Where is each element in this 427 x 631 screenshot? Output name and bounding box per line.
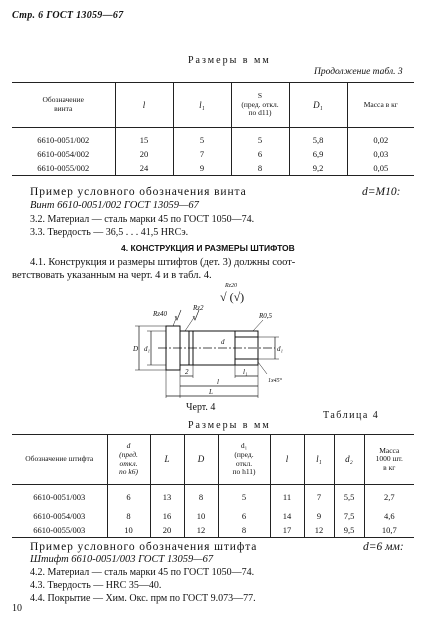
t3-cell: 8 — [231, 161, 289, 176]
example-designation-pin: Штифт 6610-0051/003 ГОСТ 13059—67 — [30, 554, 214, 565]
paragraph-4-2: 4.2. Материал — сталь марки 45 по ГОСТ 1050—74. — [30, 567, 255, 578]
t4-cell: 7,5 — [334, 509, 364, 523]
table-row — [12, 128, 414, 148]
t4-cell: 12 — [184, 523, 218, 538]
label-l1: l₁ — [243, 368, 248, 376]
t3-header-d1: D₁ — [289, 83, 347, 128]
table-row — [12, 509, 414, 523]
t3-header-mass: Масса в кг — [347, 83, 414, 128]
t4-cell: 6610-0051/003 — [33, 491, 86, 502]
label-r05: R0,5 — [259, 312, 273, 320]
paragraph-3-3: 3.3. Твердость — 36,5 . . . 41,5 HRCэ. — [30, 227, 189, 238]
sizes-caption-2: Размеры в мм — [188, 420, 271, 431]
t4-cell: 8 — [218, 523, 270, 538]
table-row — [12, 161, 414, 176]
t3-header-s: S (пред. откл. по d11) — [231, 83, 289, 128]
t4-header-designation: Обозначение штифта — [12, 435, 107, 485]
label-d1-left: d₁ — [144, 345, 150, 353]
example-formula-screw: d=M10: — [362, 186, 401, 198]
t3-cell: 0,03 — [347, 147, 414, 161]
t4-cell: 8 — [107, 509, 150, 523]
t4-cell: 13 — [150, 485, 184, 509]
t4-cell: 6610-0054/003 — [33, 510, 86, 521]
roughness-top: Rz20 — [225, 283, 237, 289]
example-lead-screw: Пример условного обозначения винта — [30, 186, 247, 198]
drawing-4 — [125, 286, 300, 404]
t4-header-D: D — [184, 435, 218, 485]
paragraph-4-4: 4.4. Покрытие — Хим. Окс. прм по ГОСТ 9.073—77. — [30, 593, 256, 604]
roughness-general: √ (√) — [220, 290, 245, 304]
t4-cell: 2,7 — [364, 485, 414, 509]
t4-cell: 10 — [107, 523, 150, 538]
t3-cell: 6610-0055/002 — [37, 163, 90, 173]
label-rz2: Rz2 — [193, 304, 204, 312]
t3-cell: 6,9 — [289, 147, 347, 161]
t4-cell: 16 — [150, 509, 184, 523]
t4-cell: 6610-0055/003 — [33, 524, 86, 535]
label-L: L — [209, 388, 213, 396]
page-header: Стр. 6 ГОСТ 13059—67 — [12, 10, 124, 21]
t4-header-d2: d₂ — [334, 435, 364, 485]
t4-header-l1: l₁ — [304, 435, 334, 485]
section-4-title: 4. КОНСТРУКЦИЯ И РАЗМЕРЫ ШТИФТОВ — [121, 243, 295, 253]
t4-cell: 10 — [184, 509, 218, 523]
table-3 — [12, 82, 414, 176]
t4-cell: 8 — [184, 485, 218, 509]
label-d: d — [221, 338, 225, 346]
t3-header-designation: Обозначение винта — [12, 83, 115, 128]
t4-cell: 9 — [304, 509, 334, 523]
t3-cell: 5 — [173, 128, 231, 148]
label-d1-right: d₁ — [277, 345, 283, 353]
t3-cell: 7 — [173, 147, 231, 161]
t3-cell: 0,02 — [347, 128, 414, 148]
label-l: l — [217, 378, 219, 386]
t4-cell: 4,6 — [364, 509, 414, 523]
t4-cell: 11 — [270, 485, 304, 509]
paragraph-4-1-line1: 4.1. Конструкция и размеры штифтов (дет. 3) должны соот- — [30, 257, 296, 268]
t3-cell: 9 — [173, 161, 231, 176]
t3-cell: 6 — [231, 147, 289, 161]
t3-cell: 15 — [115, 128, 173, 148]
t4-cell: 20 — [150, 523, 184, 538]
t4-cell: 6 — [218, 509, 270, 523]
t4-header-mass: Масса 1000 шт. в кг — [364, 435, 414, 485]
drawing-caption: Черт. 4 — [186, 402, 216, 413]
example-formula-pin: d=6 мм: — [363, 541, 404, 553]
t3-cell: 5 — [231, 128, 289, 148]
label-D: D — [133, 345, 139, 353]
t3-header-l1: l₁ — [173, 83, 231, 128]
example-lead-pin: Пример условного обозначения штифта — [30, 541, 258, 553]
table-4-label: Таблица 4 — [323, 410, 380, 421]
t4-cell: 5 — [218, 485, 270, 509]
label-chamfer: 1x45° — [268, 378, 283, 384]
t4-header-d1: d₁ (пред. откл. по h11) — [218, 435, 270, 485]
t4-cell: 5,5 — [334, 485, 364, 509]
t4-cell: 17 — [270, 523, 304, 538]
paragraph-3-2: 3.2. Материал — сталь марки 45 по ГОСТ 1050—74. — [30, 214, 255, 225]
example-designation-screw: Винт 6610-0051/002 ГОСТ 13059—67 — [30, 200, 199, 211]
t3-cell: 5,8 — [289, 128, 347, 148]
t3-cell: 20 — [115, 147, 173, 161]
t3-cell: 0,05 — [347, 161, 414, 176]
page-number: 10 — [12, 603, 22, 614]
t4-cell: 10,7 — [364, 523, 414, 538]
table-row — [12, 523, 414, 538]
label-2: 2 — [185, 368, 189, 376]
t4-header-l: l — [270, 435, 304, 485]
table-row — [12, 147, 414, 161]
t4-cell: 7 — [304, 485, 334, 509]
t3-cell: 24 — [115, 161, 173, 176]
t3-cell: 9,2 — [289, 161, 347, 176]
pin-drawing-svg — [125, 286, 300, 404]
table-row — [12, 485, 414, 509]
paragraph-4-1-line2: ветствовать указанным на черт. 4 и в табл. 4. — [12, 270, 212, 281]
label-rz40: Rz40 — [153, 310, 167, 318]
table-4 — [12, 434, 414, 538]
t4-header-L: L — [150, 435, 184, 485]
t3-cell: 6610-0054/002 — [37, 149, 90, 159]
table-continuation-label: Продолжение табл. 3 — [314, 67, 403, 77]
t4-cell: 9,5 — [334, 523, 364, 538]
t4-header-d: d (пред. откл. по k6) — [107, 435, 150, 485]
t4-cell: 12 — [304, 523, 334, 538]
t3-header-l: l — [115, 83, 173, 128]
paragraph-4-3: 4.3. Твердость — HRC 35—40. — [30, 580, 162, 591]
sizes-caption: Размеры в мм — [188, 55, 271, 66]
t4-cell: 14 — [270, 509, 304, 523]
t4-cell: 6 — [107, 485, 150, 509]
t3-cell: 6610-0051/002 — [37, 135, 90, 145]
